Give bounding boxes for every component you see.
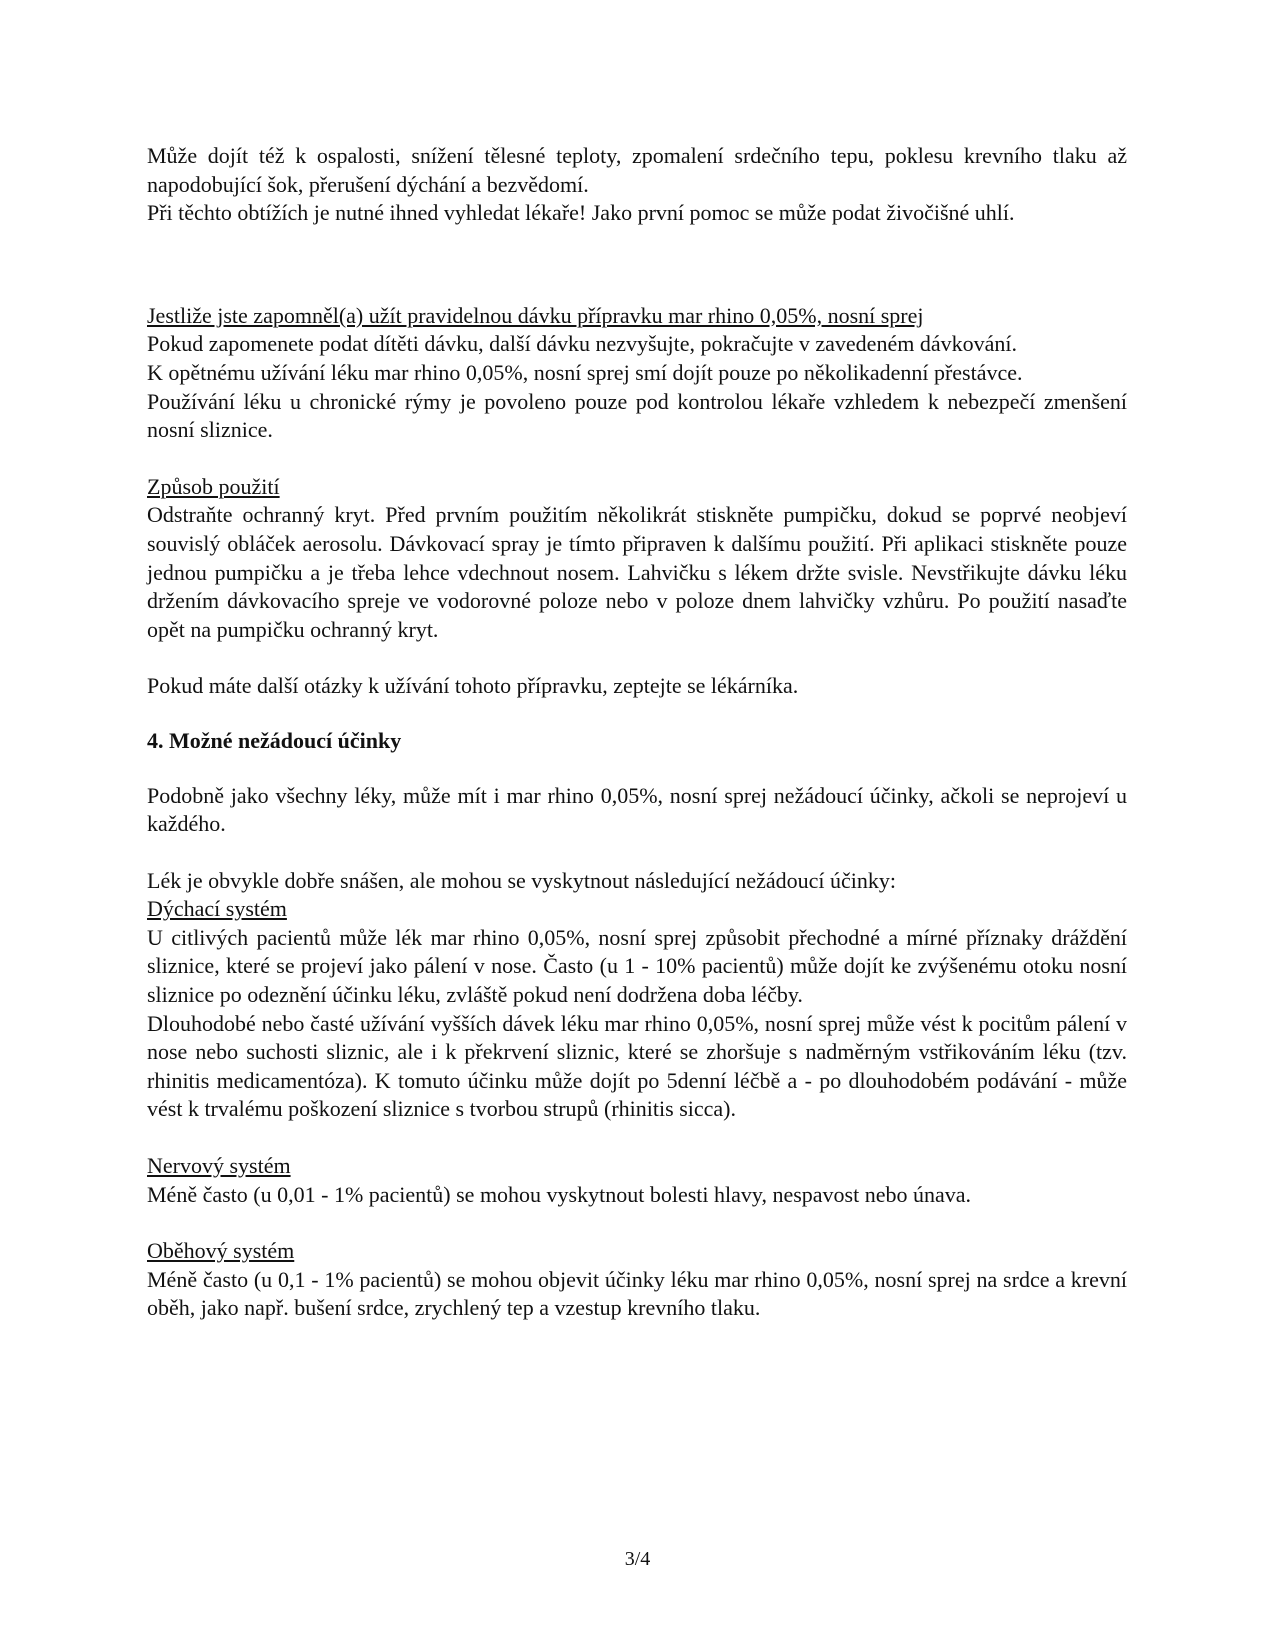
paragraph-nervous-system: Méně často (u 0,01 - 1% pacientů) se mohou vyskytnout bolesti hlavy, nespavost nebo únava. [147,1181,972,1207]
heading-respiratory-system: Dýchací systém [147,896,287,922]
paragraph-side-effects-lead: Lék je obvykle dobře snášen, ale mohou se vyskytnout následující nežádoucí účinky: [147,867,897,893]
section-heading-side-effects: 4. Možné nežádoucí účinky [147,727,402,753]
paragraph-side-effects-intro: Podobně jako všechny léky, může mít i mar rhino 0,05%, nosní sprej nežádoucí účinky, ačkoli se neprojeví u každého. [147,782,1127,837]
spacer [147,1124,1127,1152]
paragraph-overdose-symptoms: Může dojít též k ospalosti, snížení tělesné teploty, zpomalení srdečního tepu, poklesu krevního tlaku až napodobující šok, přerušení dýchání a bezvědomí. [147,143,1127,197]
spacer [147,839,1127,867]
paragraph-questions: Pokud máte další otázky k užívání tohoto přípravku, zeptejte se lékárníka. [147,673,799,699]
heading-circulatory-system: Oběhový systém [147,1238,295,1264]
paragraph-usage: Odstraňte ochranný kryt. Před prvním použitím několikrát stiskněte pumpičku, dokud se poprvé neobjeví souvislý obláček aerosolu. Dávkovací spray je tímto připraven k dalšímu použití. Při aplikaci stiskněte pouze jednou pumpičku a je třeba lehce vdechnout nosem. Lahvičku s lékem držte svisle. Nevstřikujte dávku léku držením dávkovacího spreje ve vodorovné poloze nebo v poloze dnem lahvičky vzhůru. Po použití nasaďte opět na pumpičku ochranný kryt. [147,502,1127,642]
paragraph-respiratory-1: U citlivých pacientů může lék mar rhino 0,05%, nosní sprej způsobit přechodné a mírné příznaky dráždění sliznice, které se projeví jako pálení v nose. Často (u 1 - 10% pacientů) může dojít ke zvýšenému otoku nosní sliznice po odeznění účinku léku, zvláště pokud není dodržena doba léčby. [147,924,1127,1008]
heading-usage: Způsob použití [147,473,280,499]
spacer [147,756,1127,782]
spacer [147,445,1127,473]
heading-missed-dose: Jestliže jste zapomněl(a) užít pravidelnou dávku přípravku mar rhino 0,05%, nosní sprej [147,302,924,328]
paragraph-first-aid: Při těchto obtížích je nutné ihned vyhledat lékaře! Jako první pomoc se může podat živočišné uhlí. [147,200,1015,226]
spacer [147,644,1127,672]
spacer [147,701,1127,727]
paragraph-missed-dose-2: K opětnému užívání léku mar rhino 0,05%, nosní sprej smí dojít pouze po několikadenní přestávce. [147,359,1023,385]
spacer [147,228,1127,302]
document-page [147,142,1127,1323]
paragraph-circulatory-system: Méně často (u 0,1 - 1% pacientů) se mohou objevit účinky léku mar rhino 0,05%, nosní sprej na srdce a krevní oběh, jako např. bušení srdce, zrychlený tep a vzestup krevního tlaku. [147,1266,1127,1321]
paragraph-missed-dose-1: Pokud zapomenete podat dítěti dávku, další dávku nezvyšujte, pokračujte v zavedeném dávkování. [147,331,1017,357]
paragraph-respiratory-2: Dlouhodobé nebo časté užívání vyšších dávek léku mar rhino 0,05%, nosní sprej může vést k pocitům pálení v nose nebo suchosti sliznic, ale i k překrvení sliznic, které se zhoršuje s nadměrným vstřikováním léku (tzv. rhinitis medicamentóza). K tomuto účinku může dojít po 5denní léčbě a - po dlouhodobém podávání - může vést k trvalému poškození sliznice s tvorbou strupů (rhinitis sicca). [147,1010,1127,1122]
paragraph-missed-dose-3: Používání léku u chronické rýmy je povoleno pouze pod kontrolou lékaře vzhledem k nebezpečí zmenšení nosní sliznice. [147,388,1127,443]
heading-nervous-system: Nervový systém [147,1153,291,1179]
page-number: 3/4 [624,1548,651,1570]
spacer [147,1209,1127,1237]
